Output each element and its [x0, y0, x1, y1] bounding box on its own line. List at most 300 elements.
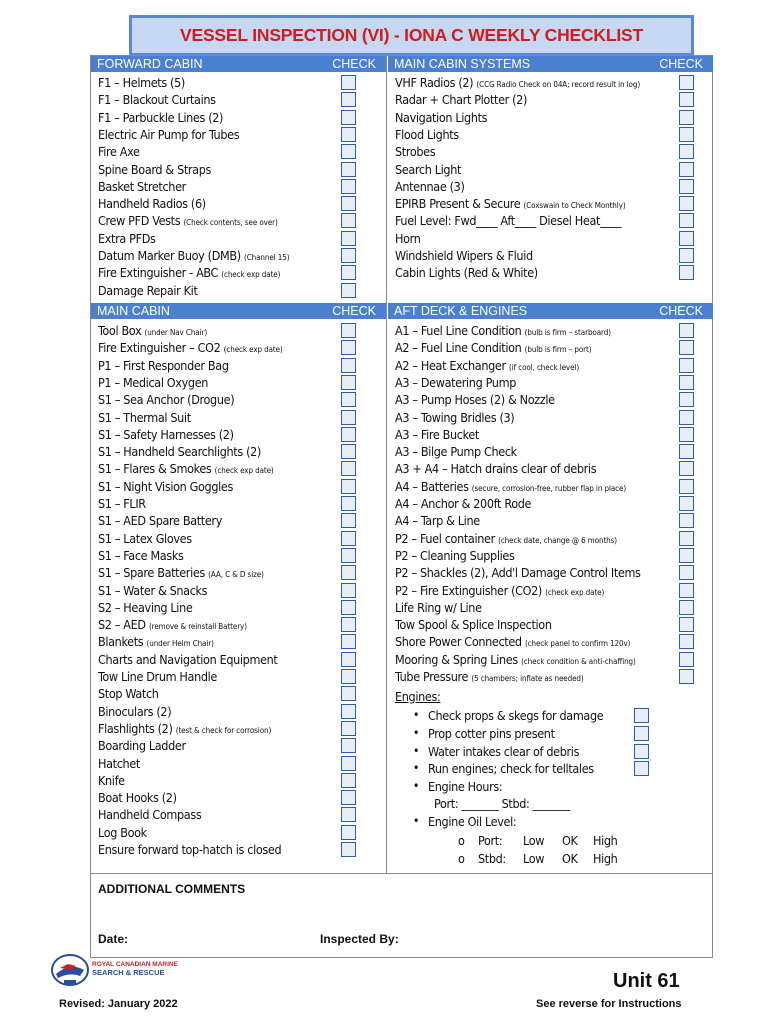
main-cabin-systems-checkbox[interactable]: [679, 265, 694, 280]
forward-cabin-checkbox[interactable]: [341, 265, 356, 280]
main-cabin-systems-checkbox[interactable]: [679, 110, 694, 125]
aft-deck-item-label: P2 – Shackles (2), Add'l Damage Control Items: [395, 565, 641, 581]
aft-deck-checkbox[interactable]: [679, 392, 694, 407]
main-cabin-item-note: (under Helm Chair): [146, 639, 214, 649]
aft-deck-checkbox[interactable]: [679, 548, 694, 563]
aft-deck-item-label: A3 + A4 – Hatch drains clear of debris: [395, 461, 597, 477]
main-cabin-systems-item: [395, 143, 435, 160]
main-cabin-checkbox[interactable]: [341, 358, 356, 373]
aft-deck-checkbox[interactable]: [679, 583, 694, 598]
main-cabin-systems-checkbox[interactable]: [679, 127, 694, 142]
inspected-by-label: Inspected By:: [320, 932, 399, 946]
aft-deck-item: [395, 530, 617, 547]
aft-deck-item-label: P2 – Fuel container: [395, 530, 499, 546]
engine-hours-label: Engine Hours:: [428, 779, 503, 794]
aft-deck-item: [395, 478, 626, 495]
main-cabin-systems-item-label: Search Light: [395, 161, 462, 177]
bullet-icon: •: [413, 743, 420, 758]
main-cabin-item-label: Ensure forward top-hatch is closed: [98, 842, 282, 857]
main-cabin-item: [98, 409, 191, 426]
aft-deck-item: [395, 564, 641, 581]
aft-deck-item: [395, 633, 630, 650]
main-cabin-checkbox[interactable]: [341, 548, 356, 563]
engine-check-checkbox[interactable]: [634, 761, 649, 776]
main-cabin-checkbox[interactable]: [341, 340, 356, 355]
aft-deck-item-note: (check date, change @ 6 months): [498, 535, 618, 545]
engine-check-item: [413, 760, 594, 777]
aft-deck-item-label: A3 – Fire Bucket: [395, 426, 479, 442]
engine-check-label: Run engines; check for telltales: [428, 761, 594, 777]
aft-deck-item: [395, 668, 584, 685]
main-cabin-item: [98, 339, 283, 356]
main-cabin-item: [98, 616, 247, 633]
aft-deck-checkbox[interactable]: [679, 340, 694, 355]
forward-cabin-item: [98, 282, 198, 299]
main-cabin-systems-item-note: (CCG Radio Check on 04A; record result in log): [476, 80, 641, 89]
forward-cabin-checkbox[interactable]: [341, 127, 356, 142]
comments-section[interactable]: [91, 873, 712, 957]
main-cabin-checkbox[interactable]: [341, 773, 356, 788]
ring-bullet-icon: o: [458, 833, 465, 848]
main-cabin-item: [98, 806, 201, 823]
main-cabin-checkbox[interactable]: [341, 410, 356, 425]
forward-cabin-item-label: Handheld Radios (6): [98, 196, 206, 212]
forward-cabin-checkbox[interactable]: [341, 283, 356, 298]
oil-level-option[interactable]: Stbd:: [478, 851, 506, 866]
main-cabin-item-label: S1 – Night Vision Goggles: [98, 478, 233, 494]
aft-deck-item-label: Life Ring w/ Line: [395, 599, 482, 615]
engine-check-label: Check props & skegs for damage: [428, 708, 604, 723]
main-cabin-systems-checkbox[interactable]: [679, 248, 694, 263]
main-cabin-systems-item-label: VHF Radios (2): [395, 75, 477, 90]
aft-deck-item-label: A4 – Anchor & 200ft Rode: [395, 496, 532, 511]
main-cabin-systems-item: [395, 178, 465, 195]
aft-deck-item-note: (5 chambers; inflate as needed): [471, 674, 584, 683]
aft-deck-item-label: Tow Spool & Splice Inspection: [395, 617, 552, 633]
forward-cabin-item-label: F1 – Parbuckle Lines (2): [98, 109, 224, 125]
forward-cabin-checkbox[interactable]: [341, 92, 356, 107]
main-cabin-systems-item-label: Strobes: [395, 144, 436, 160]
main-cabin-systems-item: [395, 195, 626, 212]
aft-deck-item-note: (bulb is firm – port): [524, 345, 592, 355]
main-cabin-checkbox[interactable]: [341, 738, 356, 753]
main-cabin-item: [98, 564, 264, 581]
main-cabin-checkbox[interactable]: [341, 531, 356, 546]
main-cabin-checkbox[interactable]: [341, 704, 356, 719]
oil-level-option[interactable]: Port:: [478, 833, 503, 848]
aft-deck-checkbox[interactable]: [679, 513, 694, 528]
aft-deck-checkbox[interactable]: [679, 565, 694, 580]
main-cabin-systems-item-label: Fuel Level: Fwd____ Aft____ Diesel Heat____: [395, 213, 622, 229]
main-cabin-item-label: Flashlights (2): [98, 720, 176, 736]
main-cabin-checkbox[interactable]: [341, 323, 356, 338]
main-cabin-item-note: (test & check for corrosion): [175, 725, 272, 735]
oil-level-option[interactable]: High: [593, 833, 618, 848]
main-cabin-item: [98, 841, 281, 858]
main-cabin-systems-item: [395, 212, 621, 229]
revised-date: Revised: January 2022: [59, 998, 178, 1010]
main-cabin-item-label: S1 – Face Masks: [98, 547, 184, 563]
main-cabin-systems-item: [395, 247, 533, 264]
aft-deck-checkbox[interactable]: [679, 461, 694, 476]
main-cabin-item: [98, 599, 192, 616]
check-column-label: CHECK: [332, 304, 376, 318]
main-cabin-item-note: (check exp date): [214, 466, 274, 476]
aft-deck-item: [395, 512, 480, 529]
engine-check-label: Water intakes clear of debris: [428, 743, 580, 759]
aft-deck-item: [395, 322, 611, 339]
forward-cabin-item-note: (Check contents, see over): [183, 218, 278, 228]
forward-cabin-item: [98, 247, 289, 264]
aft-deck-item-note: (bulb is firm – starboard): [524, 328, 611, 337]
aft-deck-checkbox[interactable]: [679, 496, 694, 511]
main-cabin-systems-checkbox[interactable]: [679, 196, 694, 211]
main-cabin-item: [98, 633, 214, 650]
aft-deck-checkbox[interactable]: [679, 358, 694, 373]
engine-hours-item: [413, 778, 503, 795]
main-cabin-item-note: (AA, C & D size): [208, 570, 264, 580]
main-cabin-checkbox[interactable]: [341, 479, 356, 494]
aft-deck-item-note: (secure, corrosion-free, rubber flap in place): [471, 483, 627, 493]
main-cabin-systems-item: [395, 74, 640, 91]
aft-deck-checkbox[interactable]: [679, 600, 694, 615]
forward-cabin-item-label: Spine Board & Straps: [98, 161, 212, 177]
forward-cabin-item-label: Damage Repair Kit: [98, 282, 198, 298]
main-cabin-checkbox[interactable]: [341, 756, 356, 771]
main-cabin-item: [98, 547, 184, 564]
logo-line-2: SEARCH & RESCUE: [92, 968, 165, 977]
main-cabin-item: [98, 478, 233, 495]
oil-level-option[interactable]: OK: [562, 851, 578, 866]
aft-deck-item: [395, 357, 579, 374]
main-cabin-item-label: Blankets: [98, 634, 147, 650]
main-cabin-systems-title: MAIN CABIN SYSTEMS: [394, 57, 531, 71]
aft-deck-item-note: (if cool, check level): [508, 362, 580, 372]
main-cabin-checkbox[interactable]: [341, 721, 356, 736]
oil-level-option[interactable]: Low: [523, 851, 545, 866]
main-cabin-item-label: Log Book: [98, 824, 147, 840]
main-cabin-title: MAIN CABIN: [97, 304, 170, 318]
aft-deck-item-label: P2 – Fire Extinguisher (CO2): [395, 582, 546, 598]
main-cabin-systems-item: [395, 264, 538, 281]
main-cabin-item-label: S1 – Thermal Suit: [98, 409, 191, 425]
main-cabin-checkbox[interactable]: [341, 807, 356, 822]
aft-deck-item-label: A4 – Tarp & Line: [395, 513, 480, 529]
aft-deck-checkbox[interactable]: [679, 531, 694, 546]
main-cabin-item: [98, 512, 222, 529]
forward-cabin-checkbox[interactable]: [341, 196, 356, 211]
aft-deck-checkbox[interactable]: [679, 427, 694, 442]
main-cabin-item-label: S1 – FLIR: [98, 496, 146, 511]
main-cabin-systems-item: [395, 126, 459, 143]
forward-cabin-item: [98, 126, 239, 143]
engine-check-item: [413, 725, 555, 742]
aft-deck-checkbox[interactable]: [679, 669, 694, 684]
main-cabin-item-label: Boarding Ladder: [98, 738, 186, 754]
engines-label: Engines:: [395, 689, 441, 704]
aft-deck-item-note: (check exp date): [545, 587, 605, 597]
aft-deck-item-label: A1 – Fuel Line Condition: [395, 323, 525, 338]
forward-cabin-title: FORWARD CABIN: [97, 57, 203, 71]
main-cabin-item-note: (remove & reinstall Battery): [148, 622, 247, 632]
comments-label: ADDITIONAL COMMENTS: [98, 882, 246, 896]
main-cabin-checkbox[interactable]: [341, 842, 356, 857]
main-cabin-item-label: S2 – AED: [98, 617, 149, 633]
forward-cabin-checkbox[interactable]: [341, 248, 356, 263]
main-cabin-item: [98, 737, 186, 754]
oil-level-option[interactable]: Low: [523, 833, 545, 848]
forward-cabin-item-label: Fire Extinguisher - ABC: [98, 265, 222, 281]
main-cabin-checkbox[interactable]: [341, 669, 356, 684]
main-cabin-item: [98, 443, 261, 460]
main-cabin-checkbox[interactable]: [341, 513, 356, 528]
aft-deck-checkbox[interactable]: [679, 652, 694, 667]
main-cabin-systems-item-label: Horn: [395, 230, 421, 246]
main-cabin-item: [98, 357, 229, 374]
main-cabin-systems-item: [395, 230, 420, 247]
main-cabin-item: [98, 391, 234, 408]
main-cabin-item-label: Knife: [98, 772, 125, 788]
engine-check-checkbox[interactable]: [634, 744, 649, 759]
main-cabin-item: [98, 685, 159, 702]
oil-level-option[interactable]: High: [593, 851, 618, 866]
unit-label: Unit 61: [613, 970, 680, 992]
main-cabin-item: [98, 460, 274, 477]
main-cabin-item-label: S2 – Heaving Line: [98, 599, 193, 615]
main-cabin-systems-checkbox[interactable]: [679, 144, 694, 159]
aft-deck-item-label: A3 – Bilge Pump Check: [395, 444, 517, 460]
main-cabin-checkbox[interactable]: [341, 652, 356, 667]
forward-cabin-item-label: F1 – Helmets (5): [98, 75, 185, 90]
aft-deck-item-label: Tube Pressure: [395, 669, 472, 684]
page-title: VESSEL INSPECTION (VI) - IONA C WEEKLY CHECKLIST: [180, 25, 643, 45]
main-cabin-systems-item-label: Windshield Wipers & Fluid: [395, 248, 533, 263]
aft-deck-item-label: P2 – Cleaning Supplies: [395, 547, 515, 563]
engine-check-label: Prop cotter pins present: [428, 725, 555, 741]
forward-cabin-item-label: Datum Marker Buoy (DMB): [98, 248, 244, 263]
aft-deck-item: [395, 426, 479, 443]
main-cabin-checkbox[interactable]: [341, 790, 356, 805]
main-cabin-item-label: S1 – Latex Gloves: [98, 530, 192, 546]
main-cabin-item-label: Charts and Navigation Equipment: [98, 651, 278, 667]
forward-cabin-item: [98, 264, 280, 281]
main-cabin-systems-checkbox[interactable]: [679, 179, 694, 194]
forward-cabin-item: [98, 91, 216, 108]
forward-cabin-checkbox[interactable]: [341, 213, 356, 228]
main-cabin-item-label: Handheld Compass: [98, 807, 202, 823]
main-cabin-item: [98, 720, 271, 737]
aft-deck-item: [395, 374, 516, 391]
main-cabin-systems-item: [395, 161, 461, 178]
main-cabin-item: [98, 374, 208, 391]
main-cabin-systems-item-label: Flood Lights: [395, 126, 459, 142]
main-cabin-item: [98, 426, 234, 443]
main-cabin-systems-item-label: Navigation Lights: [395, 109, 488, 125]
ring-bullet-icon: o: [458, 851, 465, 866]
aft-deck-item: [395, 460, 596, 477]
main-cabin-item-label: S1 – Handheld Searchlights (2): [98, 444, 261, 460]
main-cabin-checkbox[interactable]: [341, 444, 356, 459]
main-cabin-systems-checkbox[interactable]: [679, 213, 694, 228]
main-cabin-systems-item-note: (Coxswain to Check Monthly): [523, 201, 626, 211]
forward-cabin-item-note: (check exp date): [221, 270, 281, 280]
main-cabin-checkbox[interactable]: [341, 825, 356, 840]
main-cabin-checkbox[interactable]: [341, 634, 356, 649]
main-cabin-item-label: Tool Box: [98, 323, 145, 338]
main-cabin-item: [98, 755, 140, 772]
aft-deck-item: [395, 339, 591, 356]
aft-deck-header: [388, 303, 713, 319]
forward-cabin-item: [98, 195, 206, 212]
forward-cabin-item: [98, 143, 140, 160]
aft-deck-item-label: A2 – Fuel Line Condition: [395, 340, 525, 356]
main-cabin-systems-checkbox[interactable]: [679, 162, 694, 177]
main-cabin-item-label: S1 – Flares & Smokes: [98, 461, 215, 477]
main-cabin-checkbox[interactable]: [341, 496, 356, 511]
main-cabin-item: [98, 789, 177, 806]
bullet-icon: •: [413, 779, 420, 793]
main-cabin-checkbox[interactable]: [341, 427, 356, 442]
main-cabin-item-label: Stop Watch: [98, 686, 159, 702]
aft-deck-checkbox[interactable]: [679, 634, 694, 649]
see-reverse-note: See reverse for Instructions: [536, 998, 682, 1010]
main-cabin-checkbox[interactable]: [341, 583, 356, 598]
aft-deck-checkbox[interactable]: [679, 444, 694, 459]
forward-cabin-item-label: Crew PFD Vests: [98, 213, 184, 229]
aft-deck-item: [395, 495, 531, 512]
engine-hours-field[interactable]: Port: _______ Stbd: _______: [434, 796, 570, 811]
forward-cabin-item: [98, 178, 186, 195]
left-column: [91, 56, 387, 873]
main-cabin-item: [98, 651, 278, 668]
aft-deck-item: [395, 443, 517, 460]
main-cabin-item: [98, 772, 125, 789]
engine-oil-label: Engine Oil Level:: [428, 814, 517, 829]
main-cabin-item: [98, 582, 207, 599]
forward-cabin-item-note: (Channel 15): [243, 253, 290, 262]
main-cabin-checkbox[interactable]: [341, 461, 356, 476]
forward-cabin-item-label: Electric Air Pump for Tubes: [98, 126, 240, 142]
main-cabin-item: [98, 668, 217, 685]
date-label: Date:: [98, 932, 129, 946]
forward-cabin-item: [98, 212, 278, 229]
aft-deck-item-label: Mooring & Spring Lines: [395, 651, 522, 667]
aft-deck-item: [395, 547, 514, 564]
aft-deck-item-label: A3 – Towing Bridles (3): [395, 409, 515, 425]
main-cabin-systems-item: [395, 91, 527, 108]
logo-line-1: ROYAL CANADIAN MARINE: [92, 961, 178, 968]
main-cabin-item: [98, 703, 171, 720]
aft-deck-title: AFT DECK & ENGINES: [394, 304, 528, 318]
main-cabin-checkbox[interactable]: [341, 392, 356, 407]
aft-deck-item: [395, 599, 482, 616]
forward-cabin-item-label: F1 – Blackout Curtains: [98, 92, 216, 108]
aft-deck-item-label: A3 – Pump Hoses (2) & Nozzle: [395, 392, 555, 408]
bullet-icon: •: [413, 814, 420, 828]
oil-level-option[interactable]: OK: [562, 833, 578, 848]
aft-deck-item: [395, 409, 514, 426]
forward-cabin-item-label: Extra PFDs: [98, 230, 156, 246]
forward-cabin-checkbox[interactable]: [341, 179, 356, 194]
main-cabin-item: [98, 824, 147, 841]
engine-check-item: [413, 743, 580, 760]
main-cabin-item-label: S1 – Water & Snacks: [98, 582, 208, 598]
main-cabin-systems-item-label: Cabin Lights (Red & White): [395, 265, 538, 281]
main-cabin-checkbox[interactable]: [341, 565, 356, 580]
bullet-icon: •: [413, 725, 420, 740]
aft-deck-item-label: Shore Power Connected: [395, 634, 525, 650]
main-cabin-item-note: (under Nav Chair): [144, 328, 208, 337]
aft-deck-checkbox[interactable]: [679, 617, 694, 632]
forward-cabin-item: [98, 230, 156, 247]
aft-deck-item: [395, 616, 552, 633]
forward-cabin-checkbox[interactable]: [341, 110, 356, 125]
main-cabin-item-label: P1 – Medical Oxygen: [98, 374, 209, 390]
main-cabin-item-label: S1 – Spare Batteries: [98, 565, 209, 581]
forward-cabin-item-label: Basket Stretcher: [98, 178, 186, 194]
aft-deck-checkbox[interactable]: [679, 479, 694, 494]
main-cabin-item: [98, 495, 146, 512]
forward-cabin-checkbox[interactable]: [341, 231, 356, 246]
main-cabin-item-label: Tow Line Drum Handle: [98, 669, 218, 684]
bullet-icon: •: [413, 708, 420, 722]
forward-cabin-item: [98, 74, 185, 91]
forward-cabin-item: [98, 109, 223, 126]
aft-deck-item: [395, 582, 604, 599]
main-cabin-checkbox[interactable]: [341, 686, 356, 701]
main-cabin-header: [91, 303, 386, 319]
check-column-label: CHECK: [659, 304, 703, 318]
engine-check-checkbox[interactable]: [634, 726, 649, 741]
aft-deck-checkbox[interactable]: [679, 375, 694, 390]
aft-deck-checkbox[interactable]: [679, 323, 694, 338]
aft-deck-item: [395, 651, 636, 668]
aft-deck-item: [395, 391, 555, 408]
forward-cabin-header: [91, 56, 386, 72]
aft-deck-item-label: A4 – Batteries: [395, 478, 472, 494]
aft-deck-item-note: (check condition & anti-chaffing): [521, 656, 636, 666]
main-cabin-checkbox[interactable]: [341, 600, 356, 615]
engine-check-checkbox[interactable]: [634, 708, 649, 723]
main-cabin-item-label: Boat Hooks (2): [98, 790, 177, 806]
main-cabin-systems-checkbox[interactable]: [679, 231, 694, 246]
aft-deck-item-label: A3 – Dewatering Pump: [395, 374, 516, 390]
forward-cabin-checkbox[interactable]: [341, 75, 356, 90]
main-cabin-systems-item: [395, 109, 487, 126]
logo-text: [92, 961, 178, 977]
main-cabin-item-label: Binoculars (2): [98, 703, 172, 719]
engine-check-item: [413, 707, 604, 724]
main-cabin-item: [98, 530, 192, 547]
main-cabin-checkbox[interactable]: [341, 375, 356, 390]
main-cabin-item-label: Hatchet: [98, 755, 140, 771]
check-column-label: CHECK: [659, 57, 703, 71]
main-cabin-systems-item-label: EPIRB Present & Secure: [395, 196, 524, 212]
aft-deck-item-note: (check panel to confirm 120v): [524, 639, 631, 649]
check-column-label: CHECK: [332, 57, 376, 71]
forward-cabin-checkbox[interactable]: [341, 144, 356, 159]
forward-cabin-checkbox[interactable]: [341, 162, 356, 177]
title-banner: [129, 15, 694, 55]
main-cabin-systems-checkbox[interactable]: [679, 92, 694, 107]
main-cabin-systems-header: [388, 56, 713, 72]
main-cabin-systems-checkbox[interactable]: [679, 75, 694, 90]
main-cabin-item: [98, 322, 207, 339]
main-cabin-checkbox[interactable]: [341, 617, 356, 632]
forward-cabin-item-label: Fire Axe: [98, 144, 140, 160]
forward-cabin-item: [98, 161, 211, 178]
aft-deck-checkbox[interactable]: [679, 410, 694, 425]
